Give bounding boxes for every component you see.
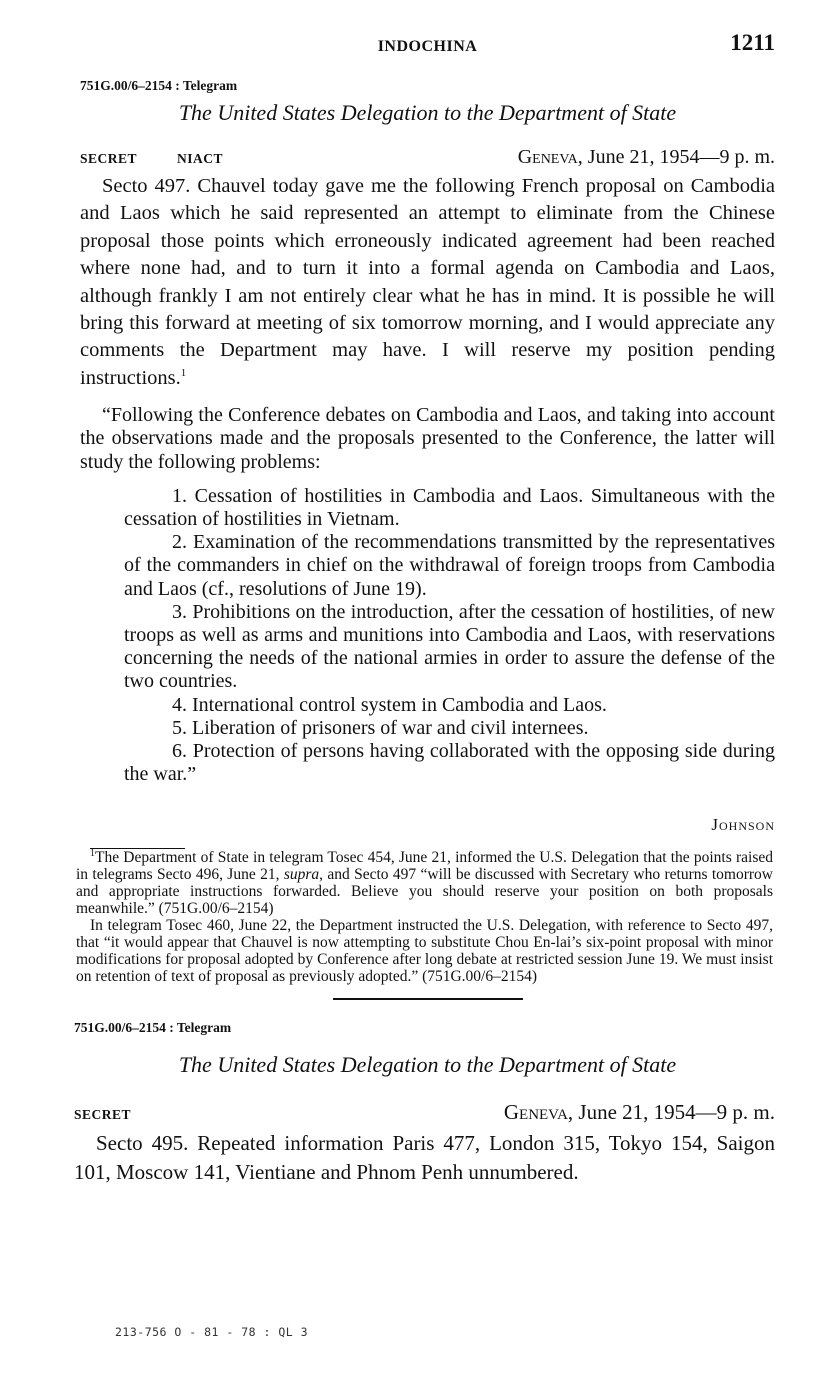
- date: June 21, 1954—9 p. m.: [587, 146, 775, 168]
- footnote-1-continued: In telegram Tosec 460, June 22, the Department instructed the U.S. Delegation, with reference to Secto 497, that “it would appear that Chauvel is now attempting to substitute Chou En-lai’s six-point proposal with minor modifications for proposal adopted by Conference after long debate at restricted session June 19. We must insist on retention of text of proposal as previously adopted.” (751G.00/6–2154): [76, 916, 773, 985]
- place: Geneva,: [503, 1099, 574, 1124]
- footnote-mark: 1: [90, 847, 95, 859]
- footnote-text-b: , and Secto 497 “will be discussed with Secretary who returns tomorrow and appropriate instructions forwarded. Believe you should reserve your position on both proposals meanwhile.” (751G.00/6–2154): [76, 865, 773, 917]
- classification-marking: SECRET: [74, 1106, 132, 1122]
- footnote-supra: supra: [283, 865, 320, 883]
- dateline: [518, 146, 775, 169]
- proposal-item: 2. Examination of the recommendations transmitted by the representatives of the commanders in chief on the withdrawal of foreign troops from Cambodia and Laos (cf., resolutions of June 19).: [124, 531, 775, 600]
- proposal-item: 1. Cessation of hostilities in Cambodia and Laos. Simultaneous with the cessation of hostilities in Vietnam.: [124, 484, 775, 531]
- body-paragraph: Secto 495. Repeated information Paris 477, London 315, Tokyo 154, Saigon 101, Moscow 141, Vientiane and Phnom Penh unnumbered.: [74, 1130, 775, 1184]
- telegram-secto-497: [76, 78, 775, 985]
- section-divider: [333, 998, 523, 1000]
- classification-marking: SECRET: [80, 151, 138, 166]
- footnote-text-a: The Department of State in telegram Tosec 454, June 21, informed the U.S. Delegation that the points raised in telegrams Secto 496, June 21,: [76, 848, 773, 883]
- print-code: 213-756 O - 81 - 78 : QL 3: [115, 1325, 309, 1339]
- priority-marking: NIACT: [177, 151, 224, 166]
- signature: Johnson: [711, 814, 775, 834]
- document-reference: 751G.00/6–2154 : Telegram: [74, 1019, 232, 1035]
- quoted-proposal-intro: “Following the Conference debates on Cambodia and Laos, and taking into account the observations made and the proposals presented to the Conference, the latter will study the following problems:: [80, 404, 775, 473]
- footnote-reference: 1: [180, 367, 187, 380]
- page-header: [80, 0, 775, 60]
- proposal-item: 6. Protection of persons having collaborated with the opposing side during the war.”: [124, 740, 775, 786]
- dateline: [504, 1100, 775, 1125]
- page-number: 1211: [730, 30, 775, 55]
- date: June 21, 1954—9 p. m.: [578, 1099, 775, 1124]
- intro-text: Secto 497. Chauvel today gave me the following French proposal on Cambodia and Laos which he said represented an attempt to eliminate from the Chinese proposal those points which erroneously indicated agreement had been reached where none had, and to turn it into a formal agenda on Cambodia and Laos, although frankly I am not entirely clear what he has in mind. It is possible he will bring this forward at meeting of six tomorrow morning, and I would appreciate any comments the Department may have. I will reserve my position pending instructions.: [80, 175, 775, 389]
- telegram-secto-495: [74, 1019, 775, 1187]
- footnote-1: [76, 849, 773, 917]
- document-title: The United States Delegation to the Department of State: [178, 100, 677, 125]
- proposal-items: [80, 485, 775, 787]
- proposal-item: 3. Prohibitions on the introduction, after the cessation of hostilities, of new troops as well as arms and munitions into Cambodia and Laos, with reservations concerning the needs of the national armies in order to assure the defense of the two countries.: [124, 600, 775, 693]
- running-title: INDOCHINA: [377, 38, 478, 55]
- classification-line: [80, 146, 775, 169]
- proposal-item: 5. Liberation of prisoners of war and civil internees.: [172, 716, 589, 739]
- classification-line: [74, 1100, 775, 1125]
- document-title: The United States Delegation to the Department of State: [178, 1051, 677, 1077]
- document-reference: 751G.00/6–2154 : Telegram: [80, 78, 238, 93]
- proposal-item: 4. International control system in Cambodia and Laos.: [172, 693, 607, 716]
- place: Geneva,: [517, 146, 583, 168]
- intro-paragraph: [80, 173, 775, 392]
